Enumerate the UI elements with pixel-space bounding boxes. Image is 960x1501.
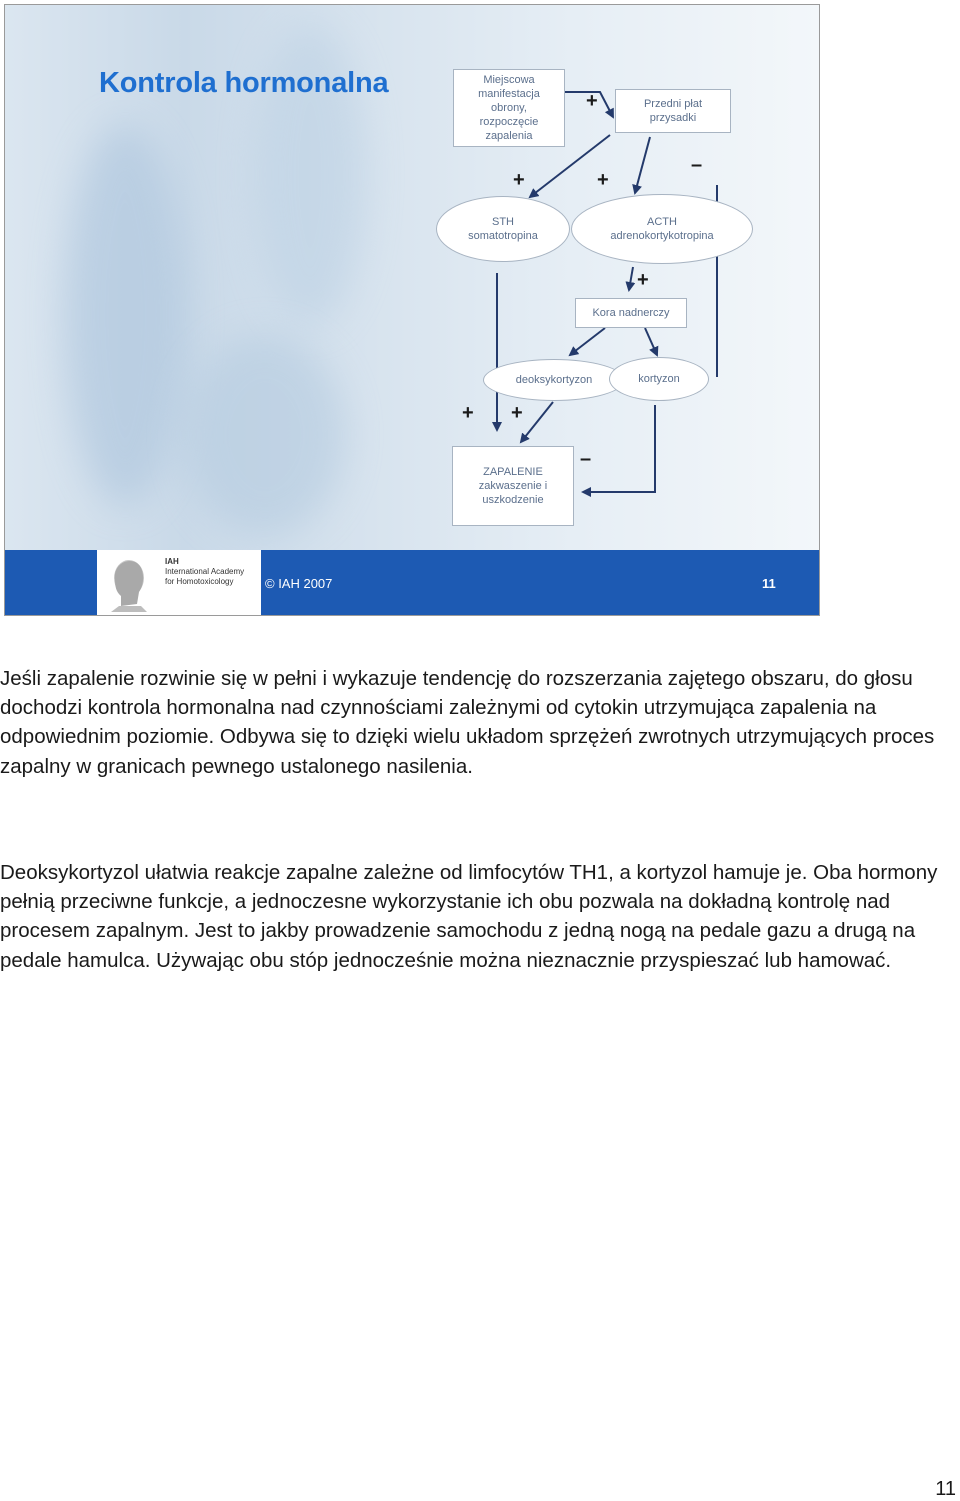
node-acth-name: ACTH xyxy=(647,216,677,228)
node-kora-nadnerczy: Kora nadnerczy xyxy=(575,298,687,328)
sign-plus: + xyxy=(462,402,474,424)
arrow-kortyzon-inhibits-zapalenie xyxy=(583,405,655,492)
node-deoksykortyzon: deoksykortyzon xyxy=(483,359,625,401)
iah-logo xyxy=(97,550,261,616)
node-sth-desc: somatotropina xyxy=(468,230,538,242)
paragraph-1: Jeśli zapalenie rozwinie się w pełni i wykazuje tendencję do rozszerzania zajętego obszaru, do głosu dochodzi kontrola hormonalna nad czynnościami zależnymi od cytokin utrzymująca zapalenia na odpowiednim poziomie. Odbywa się to dzięki wielu układom sprzężeń zwrotnych utrzymujących proces zapalny w granicach pewnego ustalonego nasilenia. xyxy=(0,667,935,778)
sign-plus: + xyxy=(637,269,649,291)
sign-plus: + xyxy=(597,169,609,191)
node-acth-desc: adrenokortykotropina xyxy=(610,230,714,242)
page-number: 11 xyxy=(935,1478,956,1500)
logo-text xyxy=(165,557,244,587)
arrow-acth-to-kora xyxy=(629,267,633,290)
arrow-przysadka-to-acth xyxy=(635,137,650,193)
sign-plus: + xyxy=(511,402,523,424)
sign-minus: – xyxy=(580,448,592,470)
sign-plus: + xyxy=(586,90,598,112)
logo-abbr: IAH xyxy=(165,557,179,566)
sign-minus: – xyxy=(691,154,703,176)
node-zapalenie: ZAPALENIE zakwaszenie i uszkodzenie xyxy=(452,446,574,526)
node-przedni-plat-przysadki: Przedni płat przysadki xyxy=(615,89,731,133)
slide-title: Kontrola hormonalna xyxy=(99,67,389,99)
sign-plus: + xyxy=(513,169,525,191)
paragraph-2: Deoksykortyzol ułatwia reakcje zapalne zależne od limfocytów TH1, a kortyzol hamuje je. Oba hormony pełnią przeciwne funkcje, a jednoczesne wykorzystanie ich obu pozwala na dokładną kontrolę nad procesem zapalnym. Jest to jakby prowadzenie samochodu z jedną nogą na pedale gazu a drugą na pedale hamulca. Używając obu stóp jednocześnie można nieznacznie przyspieszać lub hamować. xyxy=(0,861,938,972)
slide xyxy=(4,4,820,616)
logo-line2: for Homotoxicology xyxy=(165,577,234,586)
node-sth-name: STH xyxy=(492,216,514,228)
arrow-kora-to-deoksy xyxy=(570,328,605,355)
portrait-icon xyxy=(107,556,149,612)
node-miejscowa-manifestacja: Miejscowa manifestacja obrony, rozpoczęcie zapalenia xyxy=(453,69,565,147)
logo-line1: International Academy xyxy=(165,567,245,576)
arrow-deoksy-to-zapalenie xyxy=(521,402,553,442)
helper xyxy=(717,137,729,377)
copyright-text: © IAH 2007 xyxy=(265,576,333,591)
arrow-kora-to-kortyzon xyxy=(645,328,657,355)
node-sth xyxy=(436,196,570,262)
node-acth xyxy=(571,194,753,264)
node-kortyzon: kortyzon xyxy=(609,357,709,401)
slide-number: 11 xyxy=(762,576,776,591)
